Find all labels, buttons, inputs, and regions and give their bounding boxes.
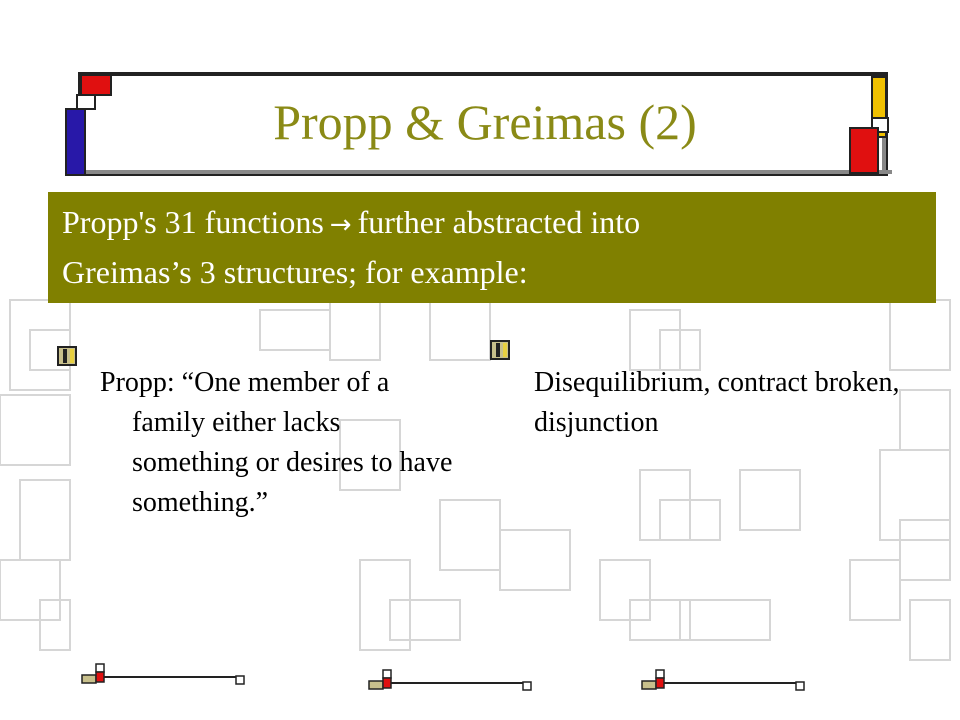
- slide-title: Propp & Greimas (2): [273, 94, 697, 150]
- square-bullet-icon: [490, 340, 510, 360]
- banner-text-part1: Propp's 31 functions: [62, 204, 324, 240]
- line-ornament-icon: [367, 668, 537, 692]
- line-ornament-icon: [640, 668, 810, 692]
- subtitle-banner: [48, 192, 936, 303]
- line-ornament-icon: [80, 662, 250, 686]
- left-bullet-text: Propp: “One member of a family either lacks something or desires to have something.”: [100, 367, 453, 518]
- square-bullet-icon: [57, 346, 77, 366]
- banner-text-part2: further abstracted into: [357, 204, 641, 240]
- right-arrow-icon: →: [329, 210, 352, 240]
- right-bullet-text: Disequilibrium, contract broken, disjunction: [534, 367, 900, 438]
- banner-text-line2: Greimas’s 3 structures; for example:: [62, 254, 528, 290]
